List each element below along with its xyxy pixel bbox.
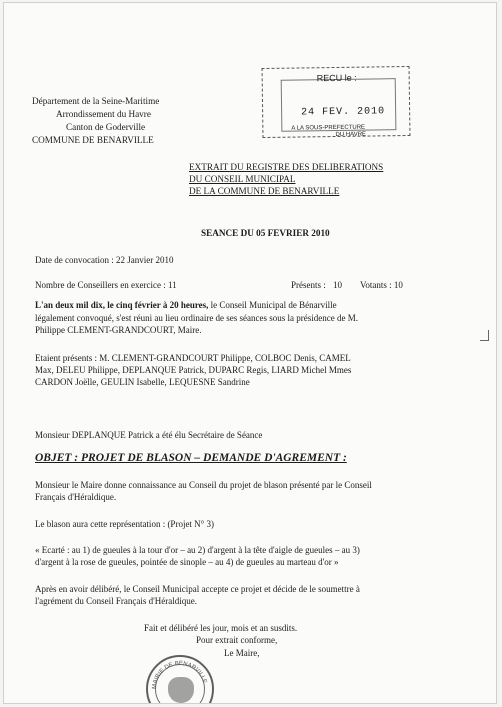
intro-line1-rest: le Conseil Municipal de Bénarville bbox=[208, 300, 337, 310]
body-p4-line1: Après en avoir délibéré, le Conseil Municipal accepte ce projet et décide de le soumettre à bbox=[35, 584, 360, 594]
body-p3-line2: d'argent à la rose de gueules, pointée de sinople – au 4) de gueules au marteau d'or » bbox=[35, 557, 339, 567]
objet-heading: OBJET : PROJET DE BLASON – DEMANDE D'AGREMENT : bbox=[35, 452, 347, 464]
extract-line1: EXTRAIT DU REGISTRE DES DELIBERATIONS bbox=[189, 162, 384, 172]
body-p3-line1: « Ecarté : au 1) de gueules à la tour d'or – au 2) d'argent à la tête d'aigle de gueules – au 3) bbox=[35, 545, 360, 555]
conseillers-exercice: Nombre de Conseillers en exercice : 11 bbox=[35, 280, 177, 290]
body-p2: Le blason aura cette représentation : (Projet N° 3) bbox=[35, 519, 215, 529]
header-department: Département de la Seine-Maritime bbox=[32, 96, 160, 106]
presents-line3: CARDON Joëlle, GEULIN Isabelle, LEQUESNE Sandrine bbox=[35, 377, 250, 387]
body-p1-line1: Monsieur le Maire donne connaissance au Conseil du projet de blason présenté par le Conseil bbox=[35, 480, 372, 490]
received-stamp bbox=[262, 66, 411, 138]
seal-text: MAIRIE DE BENARVILLE bbox=[151, 660, 208, 690]
header-canton: Canton de Goderville bbox=[66, 122, 146, 132]
body-p1-line2: Français d'Héraldique. bbox=[35, 492, 117, 502]
presents-value: 10 bbox=[333, 280, 342, 290]
body-p4-line2: l'agrément du Conseil Français d'Héraldique. bbox=[35, 596, 197, 606]
header-commune: COMMUNE DE BENARVILLE bbox=[32, 135, 154, 145]
stamp-recu: RECU le : bbox=[316, 72, 357, 84]
extract-line3: DE LA COMMUNE DE BENARVILLE bbox=[189, 186, 340, 196]
intro-date-bold: L'an deux mil dix, le cinq février à 20 heures, bbox=[35, 300, 209, 310]
intro-line3: Philippe CLEMENT-GRANDCOURT, Maire. bbox=[35, 325, 202, 335]
presents-line2: Max, DELEU Philippe, DEPLANQUE Patrick, DUPARC Regis, LIARD Michel Mmes bbox=[35, 365, 352, 375]
seance-title: SEANCE DU 05 FEVRIER 2010 bbox=[201, 228, 330, 238]
presents-line1: Etaient présents : M. CLEMENT-GRANDCOURT Philippe, COLBOC Denis, CAMEL bbox=[35, 353, 351, 363]
seal-text-svg bbox=[146, 655, 214, 704]
document-page bbox=[3, 2, 497, 704]
header-arrondissement: Arrondissement du Havre bbox=[56, 109, 151, 119]
stamp-line1: A LA SOUS-PREFECTURE bbox=[291, 124, 366, 132]
mairie-seal bbox=[146, 655, 214, 704]
intro-line1 bbox=[35, 301, 337, 310]
stamp-frame bbox=[281, 78, 397, 132]
closing-line1: Fait et délibéré les jour, mois et an susdits. bbox=[144, 623, 298, 633]
extract-line2: DU CONSEIL MUNICIPAL bbox=[189, 174, 296, 184]
convocation-date: Date de convocation : 22 Janvier 2010 bbox=[35, 255, 174, 265]
secretary-line: Monsieur DEPLANQUE Patrick a été élu Secrétaire de Séance bbox=[35, 430, 263, 440]
closing-line2: Pour extrait conforme, bbox=[196, 635, 278, 645]
presents-label: Présents : bbox=[291, 280, 326, 290]
closing-line3: Le Maire, bbox=[224, 648, 260, 658]
margin-mark bbox=[480, 330, 489, 341]
stamp-date: 24 FEV. 2010 bbox=[301, 106, 386, 119]
votants-count: Votants : 10 bbox=[360, 280, 403, 290]
intro-line2: légalement convoqué, s'est réuni au lieu ordinaire de ses séances sous la présidence de M. bbox=[35, 313, 359, 323]
stamp-line2: DU HAVRE bbox=[335, 131, 367, 139]
